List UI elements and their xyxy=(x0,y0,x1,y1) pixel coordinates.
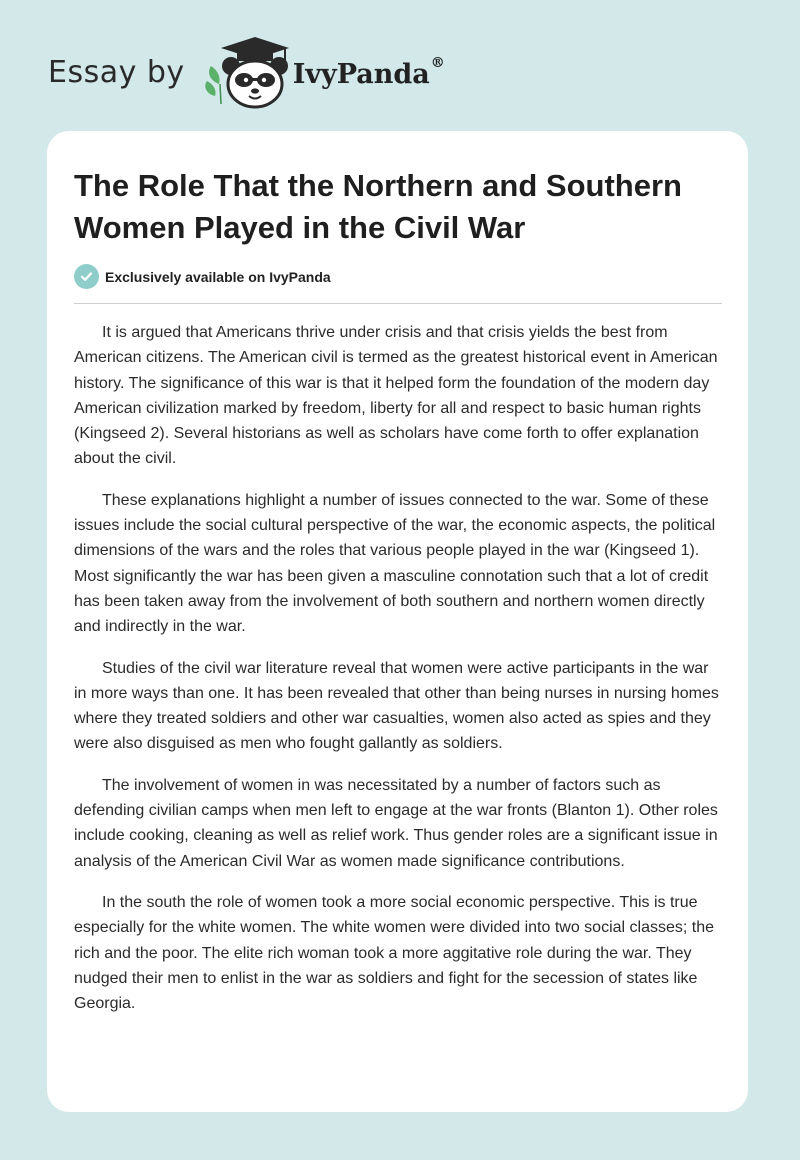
paragraph: It is argued that Americans thrive under crisis and that crisis yields the best from American citizens. The American civil is termed as the greatest historical event in American history. The significance of this war is that it helped form the foundation of the modern day American civilization marked by freedom, liberty for all and respect to basic human rights (Kingseed 2). Several historians as well as scholars have come forth to offer explanation about the civil. xyxy=(74,324,718,468)
exclusive-badge-label: Exclusively available on IvyPanda xyxy=(105,268,331,285)
check-icon xyxy=(74,264,99,289)
paragraph: In the south the role of women took a more social economic perspective. This is true especially for the white women. The white women were divided into two social classes; the rich and the poor. The elite rich woman took a more aggitative role during the war. They nudged their men to enlist in the war as soldiers and fight for the secession of states like Georgia. xyxy=(74,893,715,1013)
exclusive-badge xyxy=(74,264,331,289)
site-header xyxy=(48,34,445,110)
essay-by-label: Essay by xyxy=(48,54,185,90)
essay-card xyxy=(47,131,748,1112)
brand-name[interactable]: IvyPanda® xyxy=(292,54,445,90)
registered-mark: ® xyxy=(430,54,445,71)
paragraph: The involvement of women in was necessitated by a number of factors such as defending civilian camps when men left to engage at the war fronts (Blanton 1). Other roles include cooking, cleaning as well as relief work. Thus gender roles are a significant issue in analysis of the American Civil War as women made significance contributions. xyxy=(74,776,718,870)
essay-title: The Role That the Northern and Southern Women Played in the Civil War xyxy=(74,168,682,245)
paragraph: These explanations highlight a number of issues connected to the war. Some of these issues include the social cultural perspective of the war, the economic aspects, the political dimensions of the wars and the roles that various people played in the war (Kingseed 1). Most significantly the war has been given a masculine connotation such that a lot of credit has been taken away from the involvement of both southern and northern women directly and indirectly in the war. xyxy=(74,491,716,636)
paragraph: Studies of the civil war literature reveal that women were active participants in the war in more ways than one. It has been revealed that other than being nurses in nursing homes where they treated soldiers and other war casualties, women also acted as spies and they were also disguised as men who fought gallantly as soldiers. xyxy=(74,659,719,753)
title-divider xyxy=(74,303,722,304)
panda-graduate-logo-icon[interactable] xyxy=(199,34,291,110)
essay-body xyxy=(74,320,724,1032)
